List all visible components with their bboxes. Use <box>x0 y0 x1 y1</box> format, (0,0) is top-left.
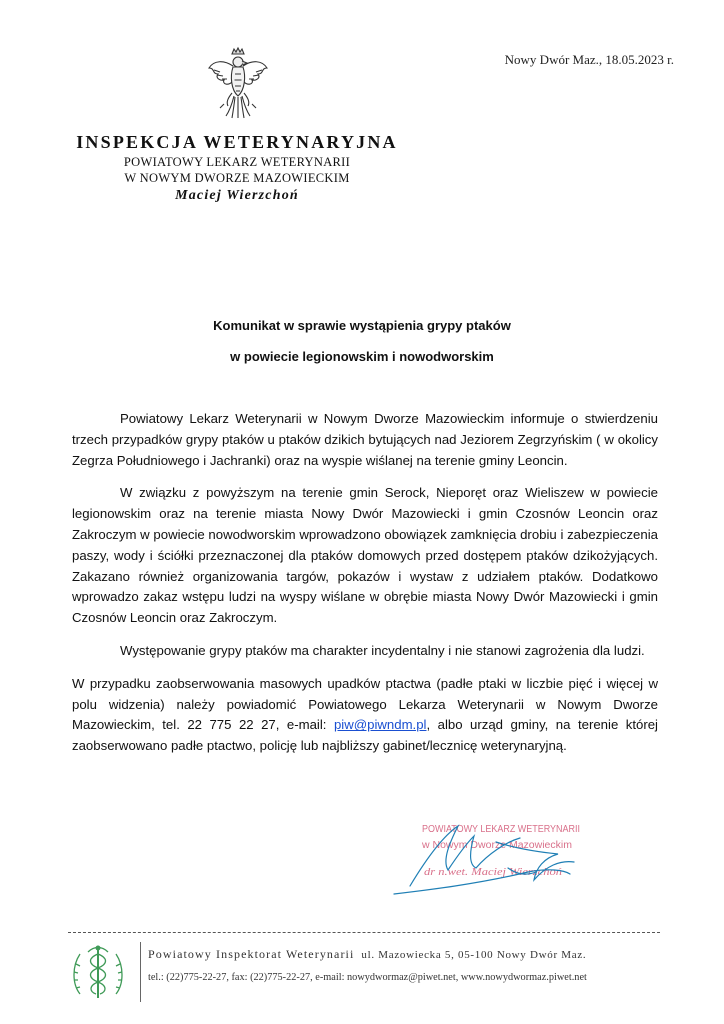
letter-body <box>72 409 658 769</box>
stamp-line-1: POWIATOWY LEKARZ WETERYNARII <box>422 823 580 835</box>
veterinary-caduceus-logo-icon <box>66 940 130 1004</box>
email-link[interactable]: piw@piwndm.pl <box>333 717 427 733</box>
paragraph-1: Powiatowy Lekarz Weterynarii w Nowym Dworze Mazowieckim informuje o stwierdzeniu trzech przypadków grypy ptaków u ptaków dzikich bytujących nad Jeziorem Zegrzyńskim ( w okolicy Zegrza Południowego i Jachranki) oraz na wyspie wiślanej na terenie gminy Leoncin. <box>72 411 658 468</box>
footer-vertical-separator <box>140 942 141 1002</box>
paragraph-3: Występowanie grypy ptaków ma charakter incydentalny i nie stanowi zagrożenia dla ludzi. <box>120 642 645 658</box>
polish-eagle-emblem-icon <box>206 46 270 124</box>
paragraph-2: W związku z powyższym na terenie gmin Serock, Nieporęt oraz Wieliszew w powiecie legionowskim oraz na terenie miasta Nowy Dwór Mazowiecki i gmin Czosnów Leoncin oraz Zakroczym w powiecie nowodworskim wprowadzono obowiązek zamknięcia drobiu i zabezpieczenia paszy, wody i ściółki przeznaczonej dla ptaków domowych przed dostępem ptaków dzikożyjących. Zakazano również organizowania targów, pokazów i wystaw z udziałem ptaków. Dodatkowo wprowadzo zakaz wstępu ludzi na wyspy wiślane w obrębie miasta Nowy Dwór Mazowiecki i gmin Czosnów Leoncin oraz Zakroczym. <box>72 485 658 626</box>
stamp-line-2: w Nowym Dworze Mazowieckim <box>420 840 572 851</box>
footer-contacts: tel.: (22)775-22-27, fax: (22)775-22-27, e-mail: nowydwormaz@piwet.net, www.nowydwormaz.piwet.net <box>148 972 587 983</box>
announcement-title-line-1: Komunikat w sprawie wystąpienia grypy ptaków <box>213 318 511 333</box>
footer-office-line <box>148 947 586 962</box>
office-line-2: W NOWYM DWORZE MAZOWIECKIM <box>124 171 350 185</box>
footer-divider <box>68 932 660 933</box>
signature-stamp <box>388 808 598 904</box>
contact-text-before: W przypadku zaobserwowania masowych upadków ptactwa (padłe ptaki w liczbie pięć i więcej w polu widzenia) należy powiadomić Powiatowego Lekarza Weterynarii w Nowym Dworze Mazowieckim, tel. 22 775 22 27, e-mail: <box>72 675 658 733</box>
footer-office-name: Powiatowy Inspektorat Weterynarii <box>148 947 355 961</box>
institution-title: INSPEKCJA WETERYNARYJNA <box>76 132 398 152</box>
handwritten-signature <box>394 826 574 894</box>
date-line: Nowy Dwór Maz., 18.05.2023 r. <box>504 52 674 67</box>
stamp-line-3: dr n.wet. Maciej Wierzchoń <box>424 867 562 878</box>
footer-address: ul. Mazowiecka 5, 05-100 Nowy Dwór Maz. <box>361 949 587 961</box>
officer-name: Maciej Wierzchoń <box>175 188 299 203</box>
announcement-title-line-2: w powiecie legionowskim i nowodworskim <box>230 349 494 364</box>
office-line-1: POWIATOWY LEKARZ WETERYNARII <box>123 155 351 169</box>
contact-text-after: , albo urząd gminy, na terenie której zaobserwowano padłe ptactwo, policję lub najbliższy gabinet/lecznicę weterynaryjną. <box>72 717 658 754</box>
contact-paragraph <box>72 674 658 757</box>
